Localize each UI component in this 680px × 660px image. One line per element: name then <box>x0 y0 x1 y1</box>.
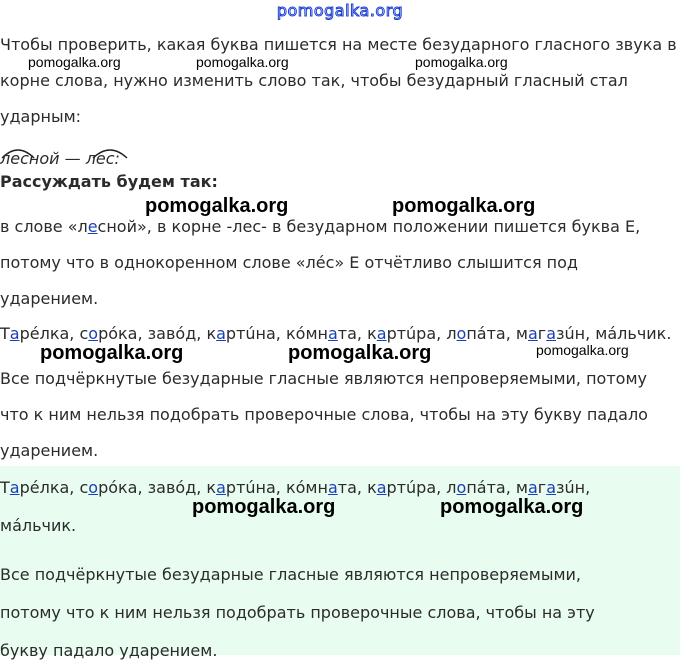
words-line <box>0 324 671 343</box>
word-text: к <box>206 478 217 497</box>
word-text: óд, <box>175 324 207 343</box>
word-text: ртúна, <box>225 478 286 497</box>
unstressed-vowel: а <box>9 324 20 343</box>
word-text: кóмн <box>285 478 328 497</box>
word-text: завóд, <box>147 478 207 497</box>
unstressed-vowel: а <box>216 478 226 497</box>
word-text: кóмн <box>285 324 328 343</box>
word-text: г <box>537 478 547 497</box>
reasoning-line-2: потому что в однокоренном слове «лéс» Е отчётливо слышится под <box>0 253 578 272</box>
word-text: к <box>367 324 377 343</box>
unstressed-vowel: а <box>546 478 556 497</box>
word-item <box>446 324 516 343</box>
word-item <box>206 478 286 497</box>
unstressed-vowel: а <box>546 324 557 343</box>
unstressed-vowel: а <box>327 478 338 497</box>
site-title: pomogalka.org <box>276 1 404 20</box>
watermark: pomogalka.org <box>40 342 184 364</box>
word-text: с <box>79 324 89 343</box>
unstressed-vowel: о <box>88 478 99 497</box>
word-text: ртúра, <box>386 324 447 343</box>
word-text: к <box>206 324 217 343</box>
explanation-line-1: Все подчёркнутые безударные гласные являются непроверяемыми, потому <box>0 369 647 388</box>
word-text: м <box>515 478 528 497</box>
answer-words-line <box>0 478 590 497</box>
unstressed-vowel: о <box>88 324 99 343</box>
word-item <box>367 324 446 343</box>
watermark: pomogalka.org <box>288 342 432 364</box>
word-text: ртúра, <box>386 478 447 497</box>
watermark: pomogalka.org <box>145 195 289 217</box>
word-item <box>516 478 546 497</box>
unstressed-vowel: а <box>527 478 538 497</box>
answer-panel <box>0 466 680 660</box>
word-text: та, <box>337 324 368 343</box>
word-text: л <box>446 478 457 497</box>
answer-words-line-2: мáльчик. <box>0 516 77 535</box>
watermark: pomogalka.org <box>28 54 121 70</box>
answer-line-4: потому что к ним нельзя подобрать проверочные слова, чтобы на эту <box>0 603 595 622</box>
root-example <box>0 140 140 164</box>
word-item <box>0 478 79 497</box>
unstressed-vowel: а <box>216 324 226 343</box>
word-text: мáльчик. <box>595 324 672 343</box>
word-text: л <box>446 324 457 343</box>
watermark: pomogalka.org <box>440 496 584 518</box>
word-text: зúн, <box>556 478 591 497</box>
watermark: pomogalka.org <box>536 342 629 358</box>
reasoning-line-1: в слове «лесной», в корне -лес- в безударном положении пишется буква Е, <box>0 217 641 236</box>
watermark: pomogalka.org <box>415 54 508 70</box>
rule-line-3: ударным: <box>0 107 82 126</box>
word-item <box>148 324 207 343</box>
word-item <box>286 324 367 343</box>
watermark: pomogalka.org <box>196 54 289 70</box>
word-item <box>148 478 207 497</box>
word-text: Т <box>0 478 10 497</box>
word-text: к <box>367 478 377 497</box>
rule-line-2: корне слова, нужно изменить слово так, чтобы безударный гласный стал <box>0 71 628 90</box>
word-text: рéлка, <box>19 478 80 497</box>
explanation-line-2: что к ним нельзя подобрать проверочные слова, чтобы на эту букву падало <box>0 405 648 424</box>
reasoning-line-3: ударением. <box>0 289 99 308</box>
root-example-text: лесной — лес: <box>0 149 120 164</box>
word-text: м <box>515 324 528 343</box>
watermark: pomogalka.org <box>392 195 536 217</box>
explanation-line-3: ударением. <box>0 441 99 460</box>
word-item <box>595 324 671 343</box>
word-item <box>0 324 79 343</box>
unstressed-vowel: е <box>87 217 98 236</box>
word-item <box>79 324 147 343</box>
word-item <box>516 324 546 343</box>
word-item <box>206 324 286 343</box>
word-text: г <box>537 324 547 343</box>
word-item <box>546 478 590 497</box>
answer-line-3: Все подчёркнутые безударные гласные являются непроверяемыми, <box>0 565 582 584</box>
word-item <box>286 478 367 497</box>
watermark: pomogalka.org <box>192 496 336 518</box>
word-text: рéлка, <box>19 324 80 343</box>
answer-line-5: букву падало ударением. <box>0 641 218 660</box>
unstressed-vowel: а <box>376 478 387 497</box>
word-item <box>367 478 446 497</box>
word-item <box>546 324 595 343</box>
word-text: с <box>79 478 89 497</box>
unstressed-vowel: о <box>456 478 467 497</box>
unstressed-vowel: а <box>9 478 20 497</box>
word-text: зúн, <box>556 324 596 343</box>
reasoning-heading: Рассуждать будем так: <box>0 172 218 191</box>
word-item <box>446 478 516 497</box>
unstressed-vowel: а <box>527 324 538 343</box>
word-text: та, <box>337 478 368 497</box>
word-text: пáта, <box>466 324 516 343</box>
word-text: рóка, <box>98 478 148 497</box>
word-text: Т <box>0 324 10 343</box>
unstressed-vowel: а <box>327 324 338 343</box>
unstressed-vowel: о <box>456 324 467 343</box>
word-text: рóка, <box>98 324 148 343</box>
word-text: пáта, <box>466 478 516 497</box>
word-text: зав <box>147 324 176 343</box>
unstressed-vowel: а <box>376 324 387 343</box>
word-text: ртúна, <box>225 324 286 343</box>
rule-line-1: Чтобы проверить, какая буква пишется на месте безударного гласного звука в <box>0 35 677 54</box>
word-item <box>79 478 147 497</box>
